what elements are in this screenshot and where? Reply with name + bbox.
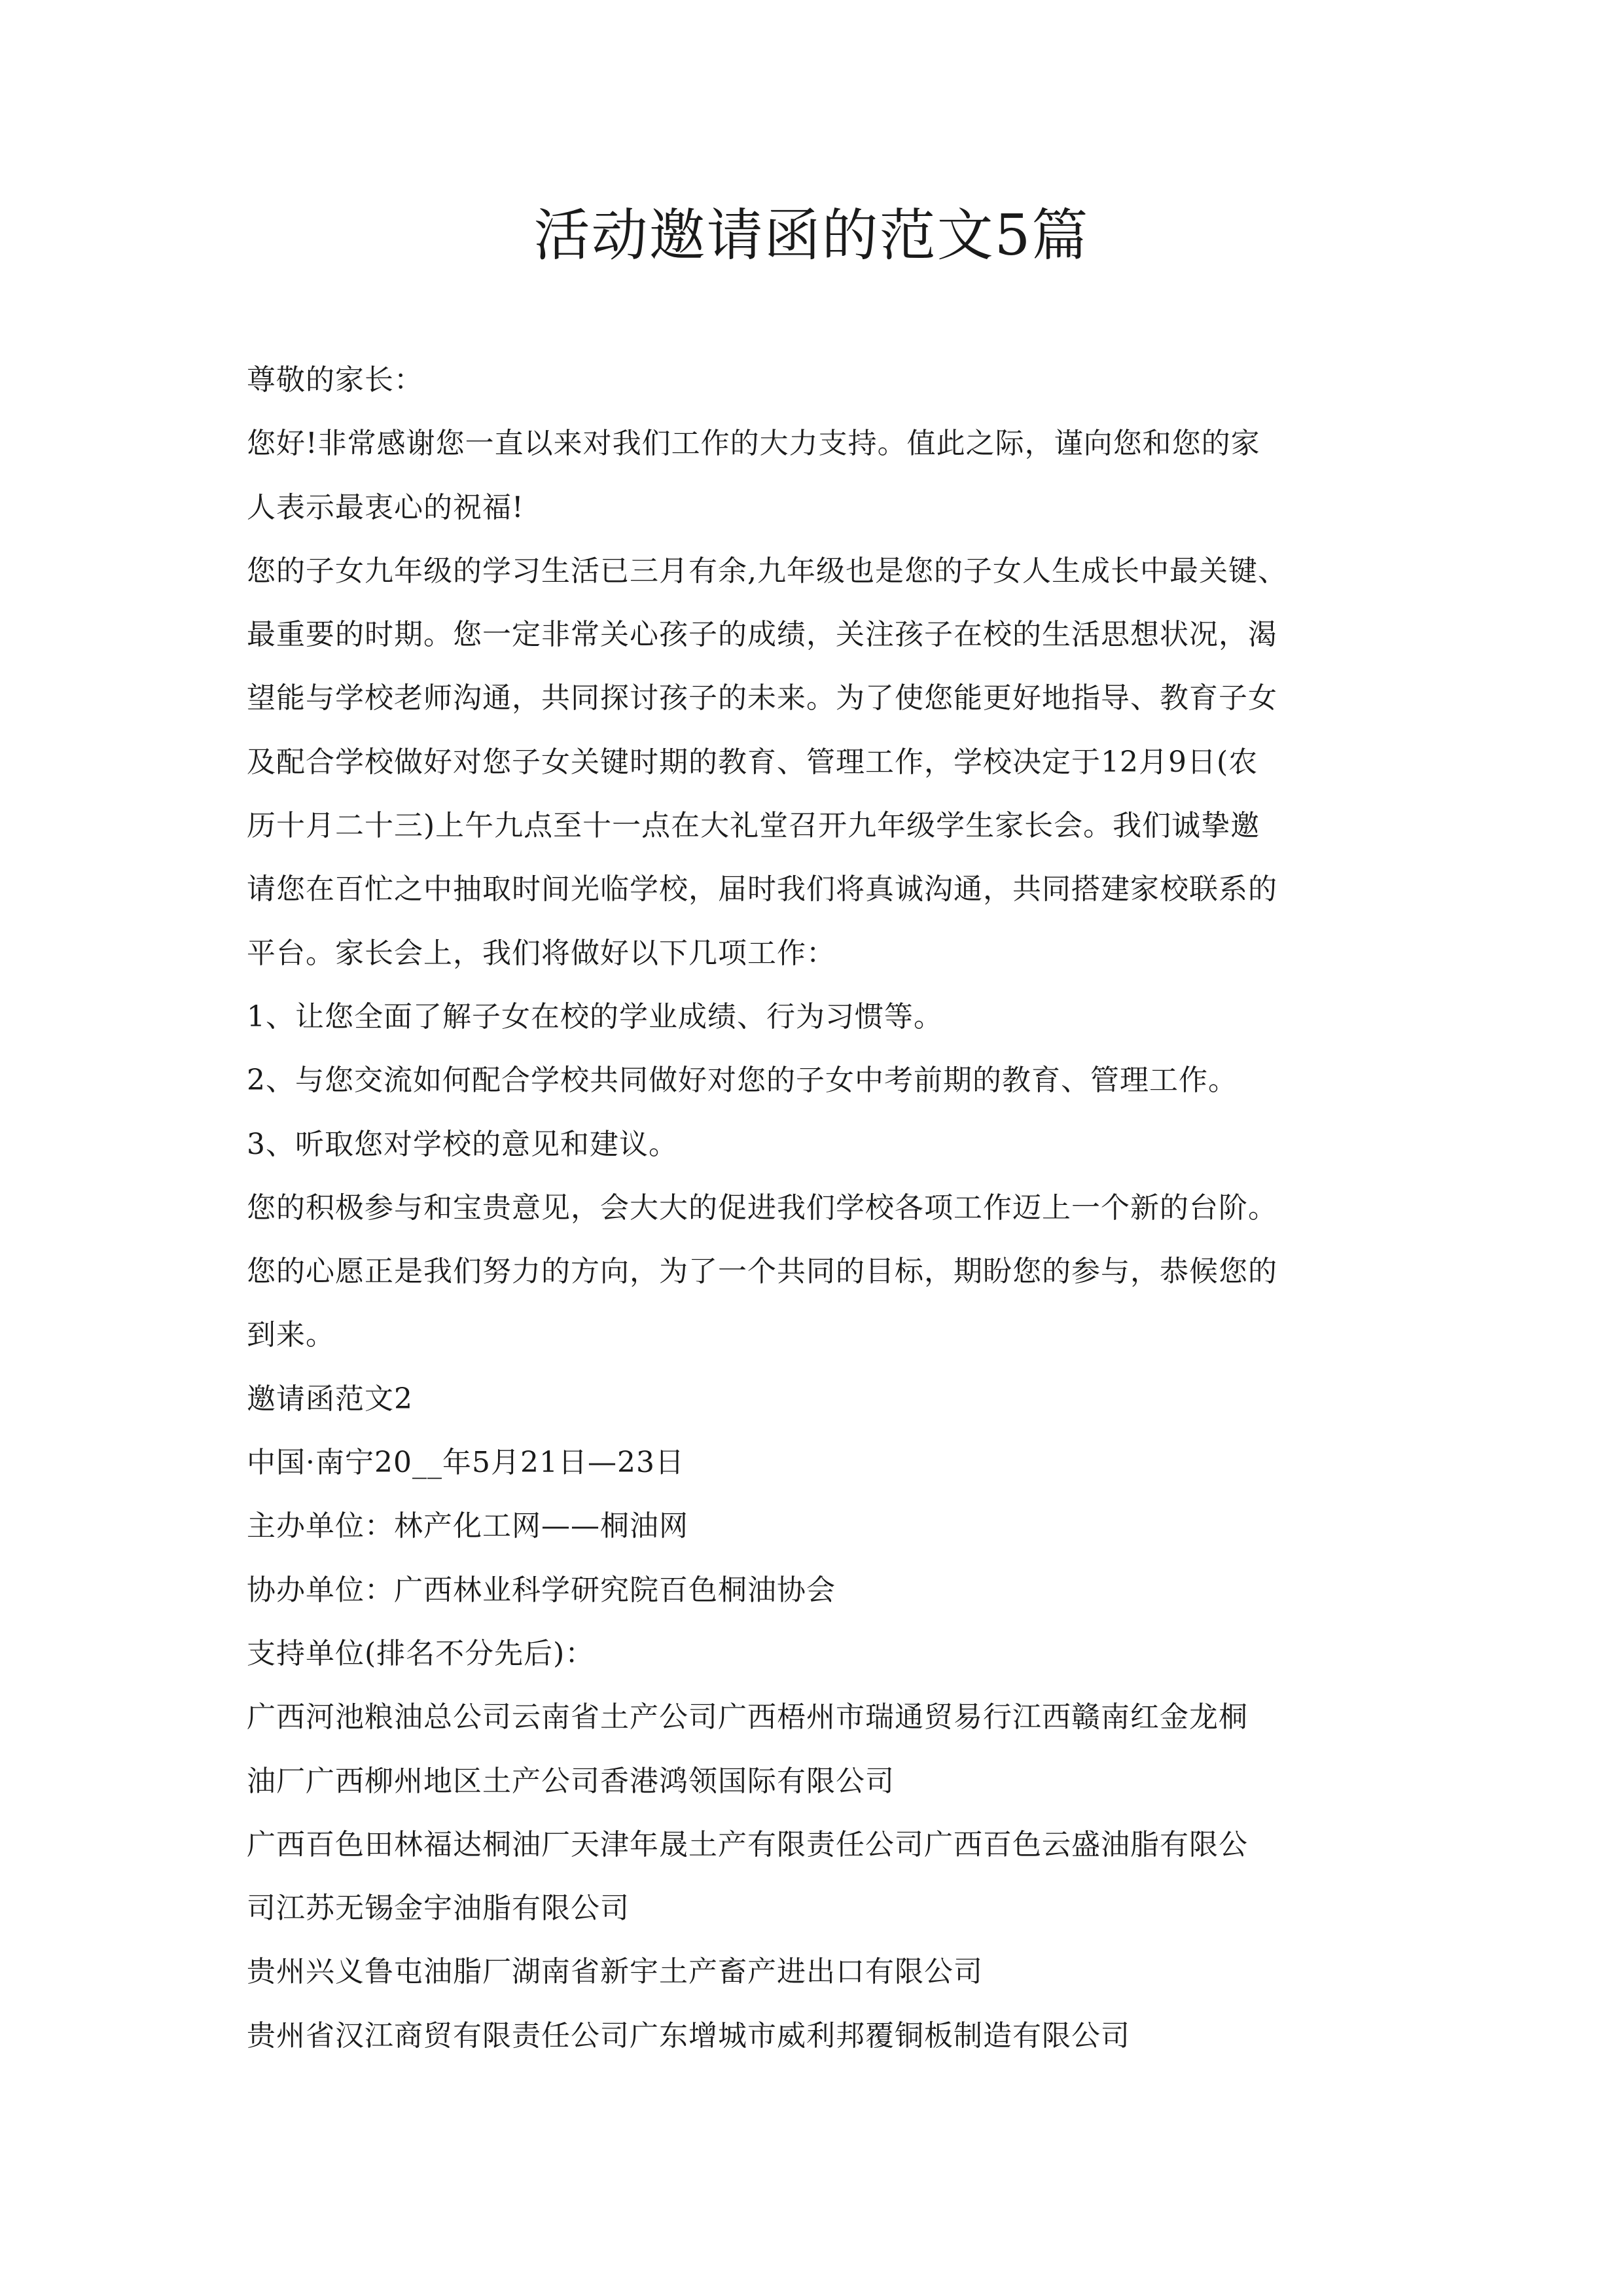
body-line: 平台。家长会上，我们将做好以下几项工作： bbox=[247, 936, 836, 970]
body-line: 您好!非常感谢您一直以来对我们工作的大力支持。值此之际，谨向您和您的家 bbox=[247, 427, 1260, 461]
supporters-line: 油厂广西柳州地区土产公司香港鸿领国际有限公司 bbox=[247, 1764, 895, 1798]
section-heading: 邀请函范文2 bbox=[247, 1382, 413, 1416]
body-line: 历十月二十三)上午九点至十一点在大礼堂召开九年级学生家长会。我们诚挚邀 bbox=[247, 809, 1260, 843]
list-item-3: 3、听取您对学校的意见和建议。 bbox=[247, 1127, 678, 1161]
body-line: 您的积极参与和宝贵意见，会大大的促进我们学校各项工作迈上一个新的台阶。 bbox=[247, 1191, 1277, 1225]
list-item-1: 1、让您全面了解子女在校的学业成绩、行为习惯等。 bbox=[247, 999, 943, 1033]
co-organizer-line: 协办单位：广西林业科学研究院百色桐油协会 bbox=[247, 1573, 836, 1607]
supporters-line: 贵州兴义鲁屯油脂厂湖南省新宇土产畜产进出口有限公司 bbox=[247, 1955, 983, 1989]
body-line: 及配合学校做好对您子女关键时期的教育、管理工作，学校决定于12月9日(农 bbox=[247, 745, 1258, 779]
supporters-line: 广西百色田林福达桐油厂天津年晟土产有限责任公司广西百色云盛油脂有限公 bbox=[247, 1827, 1248, 1861]
body-line: 到来。 bbox=[247, 1318, 335, 1352]
body-line: 人表示最衷心的祝福! bbox=[247, 490, 524, 524]
document-body bbox=[247, 348, 1379, 2068]
document-title: 活动邀请函的范文5篇 bbox=[533, 203, 1090, 268]
event-date-line: 中国·南宁20__年5月21日—23日 bbox=[247, 1446, 685, 1480]
supporters-line: 司江苏无锡金宇油脂有限公司 bbox=[247, 1892, 630, 1926]
supporters-heading: 支持单位(排名不分先后)： bbox=[247, 1636, 595, 1670]
supporters-line: 贵州省汉江商贸有限责任公司广东增城市威利邦覆铜板制造有限公司 bbox=[247, 2018, 1130, 2053]
body-line: 尊敬的家长： bbox=[247, 363, 423, 397]
body-line: 您的心愿正是我们努力的方向，为了一个共同的目标，期盼您的参与，恭候您的 bbox=[247, 1255, 1277, 1289]
body-line: 请您在百忙之中抽取时间光临学校，届时我们将真诚沟通，共同搭建家校联系的 bbox=[247, 872, 1277, 906]
body-line: 望能与学校老师沟通，共同探讨孩子的未来。为了使您能更好地指导、教育子女 bbox=[247, 681, 1277, 715]
supporters-line: 广西河池粮油总公司云南省土产公司广西梧州市瑞通贸易行江西赣南红金龙桐 bbox=[247, 1700, 1248, 1734]
organizer-line: 主办单位：林产化工网——桐油网 bbox=[247, 1509, 688, 1543]
list-item-2: 2、与您交流如何配合学校共同做好对您的子女中考前期的教育、管理工作。 bbox=[247, 1064, 1238, 1098]
body-line: 您的子女九年级的学习生活已三月有余,九年级也是您的子女人生成长中最关键、 bbox=[247, 554, 1287, 588]
body-line: 最重要的时期。您一定非常关心孩子的成绩，关注孩子在校的生活思想状况，渴 bbox=[247, 618, 1277, 652]
